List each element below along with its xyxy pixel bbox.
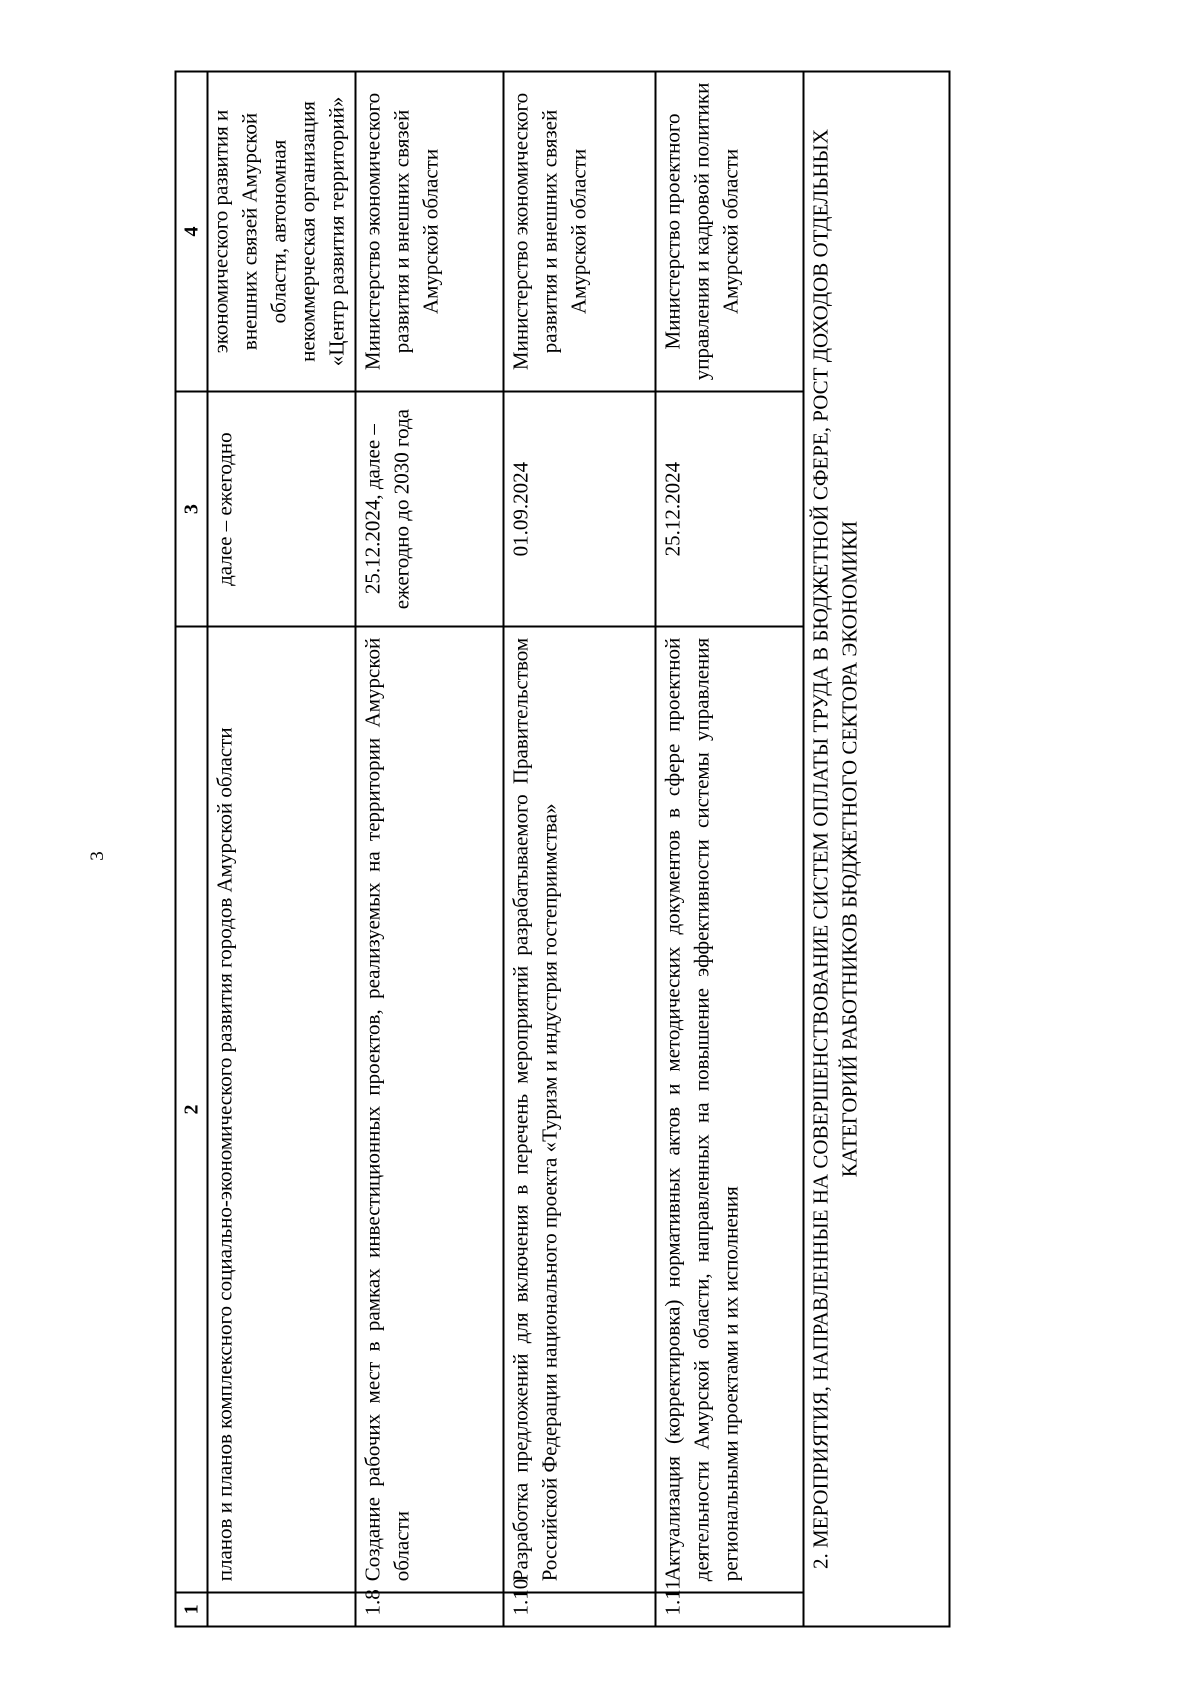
table-header-row — [175, 72, 207, 1627]
row-number: 1.8 — [355, 1592, 503, 1626]
page-number: 3 — [87, 851, 108, 861]
column-header-number: 1 — [175, 1592, 207, 1626]
row-description: Разработка предложений для включения в перечень мероприятий разрабатываемого Правительством Российской Федерации национального проекта «Туризм и индустрия гостеприимства» — [503, 627, 655, 1592]
row-responsible: Министерство экономического развития и внешних связей Амурской области — [503, 72, 655, 392]
action-plan-table — [174, 71, 950, 1628]
section-heading-row — [803, 72, 949, 1627]
row-term: 25.12.2024, далее – ежегодно до 2030 года — [355, 391, 503, 626]
rotated-landscape-content — [174, 71, 1200, 1628]
row-number: 1.11 — [655, 1592, 803, 1626]
table-row — [207, 72, 355, 1627]
row-description: Актуализация (корректировка) нормативных актов и методических документов в сфере проектной деятельности Амурской области, направленных на повышение эффективности системы управления региональными проектами и их исполнения — [655, 627, 803, 1592]
row-number — [207, 1592, 355, 1626]
table-row — [355, 72, 503, 1627]
section-heading: 2. МЕРОПРИЯТИЯ, НАПРАВЛЕННЫЕ НА СОВЕРШЕНСТВОВАНИЕ СИСТЕМ ОПЛАТЫ ТРУДА В БЮДЖЕТНОЙ СФЕРЕ, РОСТ ДОХОДОВ ОТДЕЛЬНЫХ КАТЕГОРИЙ РАБОТНИКОВ БЮДЖЕТНОГО СЕКТОРА ЭКОНОМИКИ — [803, 72, 949, 1627]
row-description: Создание рабочих мест в рамках инвестиционных проектов, реализуемых на территории Амурской области — [355, 627, 503, 1592]
row-responsible: Министерство экономического развития и внешних связей Амурской области — [355, 72, 503, 392]
table-row — [655, 72, 803, 1627]
row-description: планов и планов комплексного социально-экономического развития городов Амурской области — [207, 627, 355, 1592]
row-responsible — [207, 72, 355, 392]
row-responsible-text: экономического развития и внешних связей Амурской области, автономная некоммерческая организация «Центр развития территорий» — [208, 96, 348, 367]
row-number: 1.10 — [503, 1592, 655, 1626]
row-term: 01.09.2024 — [503, 391, 655, 626]
table-row — [503, 72, 655, 1627]
row-responsible: Министерство проектного управления и кадровой политики Амурской области — [655, 72, 803, 392]
row-term: далее – ежегодно — [207, 391, 355, 626]
column-header-term: 3 — [175, 391, 207, 626]
row-term: 25.12.2024 — [655, 391, 803, 626]
column-header-responsible: 4 — [175, 72, 207, 392]
column-header-description: 2 — [175, 627, 207, 1592]
